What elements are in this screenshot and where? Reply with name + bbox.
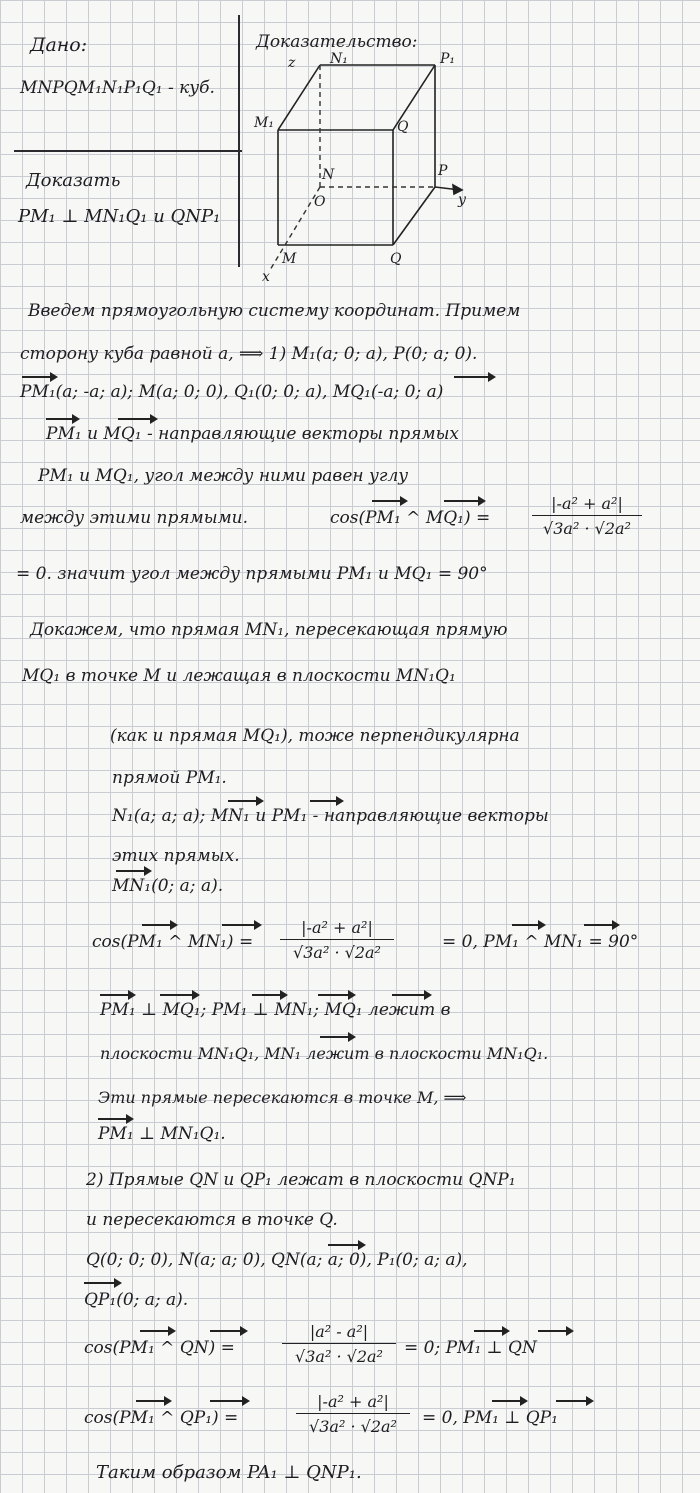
- line-4: PM₁ и MQ₁ - направляющие векторы прямых: [46, 424, 460, 444]
- line-3: PM₁(a; -a; a); M(a; 0; 0), Q₁(0; 0; a), MQ₁(-a; 0; a): [20, 382, 444, 402]
- label-o: O: [314, 194, 326, 210]
- line-13: (как и прямая MQ₁), тоже перпендикулярна: [110, 726, 520, 746]
- given-prove-divider: [14, 150, 242, 152]
- proof-title: Доказательство:: [256, 32, 418, 52]
- line-21: = 0, PM₁ ^ MN₁ = 90°: [442, 932, 639, 952]
- cos-expression-4: cos(PM₁ ^ QP₁) =: [84, 1408, 239, 1428]
- fraction-2-denominator: √3a² · √2a²: [293, 943, 381, 962]
- vector-arrow: [328, 1244, 364, 1246]
- line-14: прямой PM₁.: [112, 768, 227, 788]
- vector-arrow: [118, 418, 156, 420]
- vector-arrow: [454, 376, 494, 378]
- label-n: N: [322, 167, 335, 183]
- vector-arrow: [538, 1330, 572, 1332]
- line-11: Докажем, что прямая MN₁, пересекающая прямую: [30, 620, 508, 640]
- cos-expression-2: cos(PM₁ ^ MN₁) =: [92, 932, 254, 952]
- label-y: y: [458, 192, 466, 208]
- vector-arrow: [140, 1330, 174, 1332]
- line-38: Таким образом PA₁ ⊥ QNP₁.: [96, 1462, 362, 1483]
- prove-statement: PM₁ ⊥ MN₁Q₁ и QNP₁: [18, 206, 221, 227]
- vector-arrow: [136, 1400, 170, 1402]
- vector-arrow: [46, 418, 78, 420]
- label-m1: M₁: [254, 115, 274, 131]
- vector-arrow: [252, 994, 286, 996]
- line-5: PM₁ и MQ₁, угол между ними равен углу: [38, 466, 409, 486]
- line-33: = 0; PM₁ ⊥ QN: [404, 1338, 537, 1358]
- line-23: плоскости MN₁Q₁, MN₁ лежит в плоскости MN₁Q₁.: [100, 1044, 549, 1063]
- vector-arrow: [100, 994, 134, 996]
- fraction-1-denominator: √3a² · √2a²: [543, 519, 631, 538]
- fraction-2-numerator: |-a² + a²|: [280, 918, 394, 940]
- vector-arrow: [444, 500, 484, 502]
- cos-expression-3: cos(PM₁ ^ QN) =: [84, 1338, 235, 1358]
- fraction-4: [296, 1392, 410, 1436]
- line-28: Q(0; 0; 0), N(a; a; 0), QN(a; a; 0), P₁(0; a; a),: [86, 1250, 468, 1270]
- vector-arrow: [210, 1400, 248, 1402]
- line-15: N₁(a; a; a); MN₁ и PM₁ - направляющие векторы: [112, 806, 549, 826]
- line-6: между этими прямыми.: [20, 508, 249, 528]
- label-q1: Q: [397, 119, 409, 135]
- vector-arrow: [228, 800, 262, 802]
- given-title: Дано:: [30, 34, 88, 56]
- line-2: сторону куба равной a, ⟹ 1) M₁(a; 0; a), P(0; a; 0).: [20, 344, 478, 364]
- given-cube: MNPQM₁N₁P₁Q₁ - куб.: [20, 78, 215, 98]
- vector-arrow: [372, 500, 406, 502]
- vector-arrow: [584, 924, 618, 926]
- vector-arrow: [318, 994, 354, 996]
- cos-expression-1: cos(PM₁ ^ MQ₁) =: [330, 508, 491, 528]
- fraction-1: [532, 494, 642, 538]
- line-29: QP₁(0; a; a).: [84, 1290, 189, 1310]
- line-24: Эти прямые пересекаются в точке M, ⟹: [98, 1088, 467, 1107]
- line-25: PM₁ ⊥ MN₁Q₁.: [98, 1124, 226, 1144]
- fraction-3-numerator: |a² - a²|: [282, 1322, 396, 1344]
- vector-arrow: [22, 376, 56, 378]
- fraction-3: [282, 1322, 396, 1366]
- vector-arrow: [474, 1330, 508, 1332]
- label-n1: N₁: [330, 51, 348, 67]
- line-26: 2) Прямые QN и QP₁ лежат в плоскости QNP₁: [86, 1170, 516, 1190]
- vector-arrow: [512, 924, 544, 926]
- line-27: и пересекаются в точке Q.: [86, 1210, 338, 1230]
- vector-arrow: [310, 800, 342, 802]
- line-22: PM₁ ⊥ MQ₁; PM₁ ⊥ MN₁; MQ₁ лежит в: [100, 1000, 451, 1020]
- label-z: z: [288, 55, 296, 71]
- line-12: MQ₁ в точке M и лежащая в плоскости MN₁Q₁: [22, 666, 456, 686]
- vector-arrow: [160, 994, 198, 996]
- line-16: этих прямых.: [112, 846, 240, 866]
- label-m: M: [282, 251, 297, 267]
- vector-arrow: [84, 1282, 120, 1284]
- vector-arrow: [392, 994, 430, 996]
- vector-arrow: [142, 924, 176, 926]
- vector-arrow: [116, 870, 150, 872]
- label-x: x: [262, 269, 270, 285]
- vector-arrow: [556, 1400, 592, 1402]
- fraction-4-numerator: |-a² + a²|: [296, 1392, 410, 1414]
- vector-arrow: [210, 1330, 246, 1332]
- label-p1: P₁: [440, 51, 456, 67]
- fraction-2: [280, 918, 394, 962]
- vector-arrow: [492, 1400, 526, 1402]
- vector-arrow: [320, 1036, 354, 1038]
- line-17: MN₁(0; a; a).: [112, 876, 224, 896]
- fraction-3-denominator: √3a² · √2a²: [295, 1347, 383, 1366]
- label-p: P: [438, 163, 448, 179]
- line-10: = 0. значит угол между прямыми PM₁ и MQ₁ = 90°: [16, 564, 488, 584]
- vector-arrow: [222, 924, 260, 926]
- vector-arrow: [98, 1118, 132, 1120]
- fraction-1-numerator: |-a² + a²|: [532, 494, 642, 516]
- line-1: Введем прямоугольную систему координат. Примем: [28, 301, 521, 321]
- header-vertical-divider: [238, 15, 240, 267]
- label-q: Q: [390, 251, 402, 267]
- prove-title: Доказать: [26, 170, 121, 191]
- line-37: = 0, PM₁ ⊥ QP₁: [422, 1408, 558, 1428]
- fraction-4-denominator: √3a² · √2a²: [309, 1417, 397, 1436]
